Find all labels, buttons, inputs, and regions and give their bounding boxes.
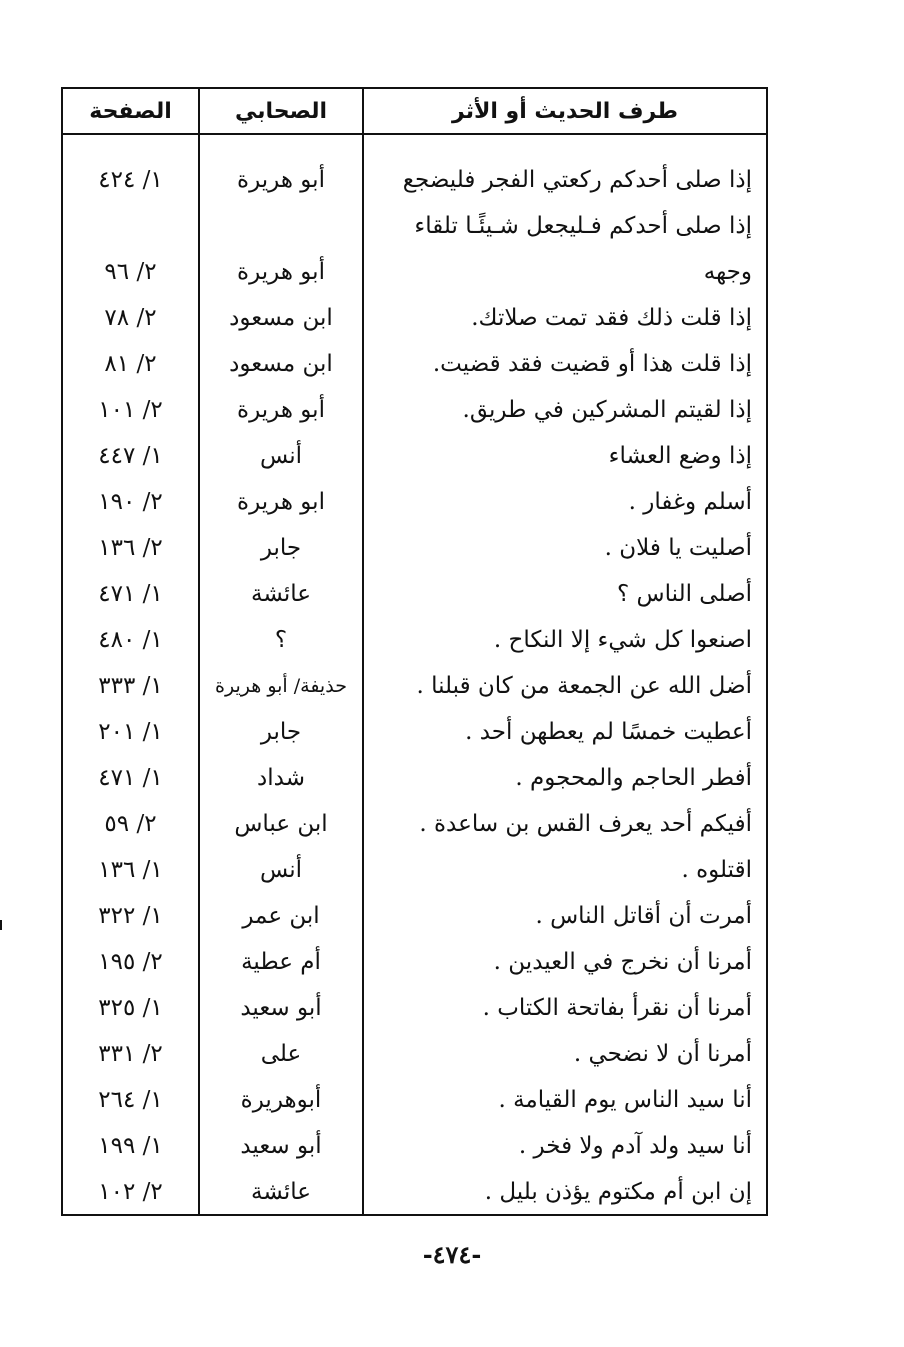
companion-name: أبو هريرة [237,397,325,423]
page-ref: ١/ ١٩٩ [98,1133,163,1159]
table-row [63,341,766,387]
table-row [63,157,766,203]
hadith-text: أنا سيد ولد آدم ولا فخر . [518,1133,752,1159]
companion-name: عائشة [251,581,311,607]
header-hadith: طرف الحديث أو الأثر [452,99,678,124]
page-ref: ١/ ٤٤٧ [98,443,163,469]
hadith-text: أمرنا أن لا نضحي . [573,1041,752,1067]
hadith-text: أفيكم أحد يعرف القس بن ساعدة . [419,811,752,837]
companion-name: ابن عباس [234,811,328,837]
hadith-text: اصنعوا كل شيء إلا النكاح . [493,627,752,653]
companion-name: ابن مسعود [229,351,333,377]
hadith-text: إذا قلت هذا أو قضيت فقد قضيت. [432,351,752,377]
page-ref: ٢/ ٨١ [104,351,157,377]
hadith-text: أصليت يا فلان . [604,535,752,561]
companion-name: شداد [257,765,305,791]
companion-name: على [260,1041,302,1067]
table-row [63,985,766,1031]
page-ref: ١/ ٣٢٢ [98,903,163,929]
hadith-text: إن ابن أم مكتوم يؤذن بليل . [484,1179,752,1205]
table-row [63,617,766,663]
table-body [63,157,766,1215]
hadith-text: أفطر الحاجم والمحجوم . [515,765,752,791]
index-table [61,87,768,1216]
header-companion: الصحابي [234,99,328,124]
page-ref: ١/ ٤٢٤ [98,167,163,193]
table-row [63,203,766,295]
page-ref: ١/ ٤٧١ [98,581,163,607]
hadith-text: أمرت أن أقاتل الناس . [535,903,752,929]
hadith-text: إذا وضع العشاء [608,443,752,469]
table-row [63,893,766,939]
companion-name: أنس [259,443,303,469]
table-row [63,801,766,847]
page-ref: ٢/ ١٣٦ [98,535,163,561]
page-ref: ١/ ٣٢٥ [98,995,163,1021]
hadith-text: أضل الله عن الجمعة من كان قبلنا . [416,673,752,699]
hadith-text: أسلم وغفار . [628,489,752,515]
header-divider [63,133,766,135]
hadith-text: أعطيت خمسًا لم يعطهن أحد . [465,719,752,745]
page-ref: ٢/ ٣٣١ [98,1041,163,1067]
hadith-text: أمرنا أن نقرأ بفاتحة الكتاب . [482,995,752,1021]
page-ref: ١/ ٤٨٠ [98,627,163,653]
table-row [63,295,766,341]
companion-name: أبو هريرة [237,259,325,285]
page-ref: ١/ ٣٣٣ [98,673,163,699]
companion-name: أنس [259,857,303,883]
table-row [63,525,766,571]
table-row [63,939,766,985]
hadith-text: إذا لقيتم المشركين في طريق. [462,397,752,423]
table-row [63,1169,766,1215]
page-ref: ٢/ ٥٩ [104,811,157,837]
companion-name: عائشة [251,1179,311,1205]
companion-name: أبوهريرة [240,1087,322,1113]
companion-name: جابر [260,535,302,561]
table-row [63,847,766,893]
companion-name: أبو سعيد [240,1133,322,1159]
table-row [63,709,766,755]
page-ref: ٢/ ١٩٥ [98,949,163,975]
page-ref: ٢/ ١٠١ [98,397,163,423]
header-page: الصفحة [89,99,172,124]
page-ref: ٢/ ٩٦ [104,259,157,285]
page-number: -٤٧٤- [422,1240,482,1269]
margin-mark [0,920,2,930]
companion-name: ابو هريرة [237,489,325,515]
companion-name: ؟ [274,627,288,653]
hadith-text: أمرنا أن نخرج في العيدين . [493,949,752,975]
table-row [63,479,766,525]
page-ref: ١/ ١٣٦ [98,857,163,883]
companion-name: جابر [260,719,302,745]
page-ref: ٢/ ١٠٢ [98,1179,163,1205]
companion-name: أم عطية [241,949,321,975]
page-ref: ٢/ ٧٨ [104,305,157,331]
table-row [63,663,766,709]
table-row [63,387,766,433]
companion-name: أبو سعيد [240,995,322,1021]
hadith-text: أصلى الناس ؟ [617,581,752,607]
page-ref: ١/ ٤٧١ [98,765,163,791]
table-row [63,1031,766,1077]
companion-name: حذيفة/ أبو هريرة [215,675,347,697]
companion-name: ابن مسعود [229,305,333,331]
page-ref: ٢/ ١٩٠ [98,489,163,515]
hadith-text: أنا سيد الناس يوم القيامة . [498,1087,752,1113]
table-row [63,755,766,801]
table-row [63,571,766,617]
hadith-text: إذا صلى أحدكم ركعتي الفجر فليضجع [402,167,752,193]
companion-name: ابن عمر [242,903,320,929]
hadith-text: إذا صلى أحدكم فـليجعل شـيئًـا تلقاء وجهه [414,213,752,285]
hadith-text: إذا قلت ذلك فقد تمت صلاتك. [471,305,752,331]
table-row [63,1077,766,1123]
page-ref: ١/ ٢٠١ [98,719,163,745]
page-ref: ١/ ٢٦٤ [98,1087,163,1113]
companion-name: أبو هريرة [237,167,325,193]
table-row [63,1123,766,1169]
hadith-text: اقتلوه . [681,857,752,883]
table-row [63,433,766,479]
